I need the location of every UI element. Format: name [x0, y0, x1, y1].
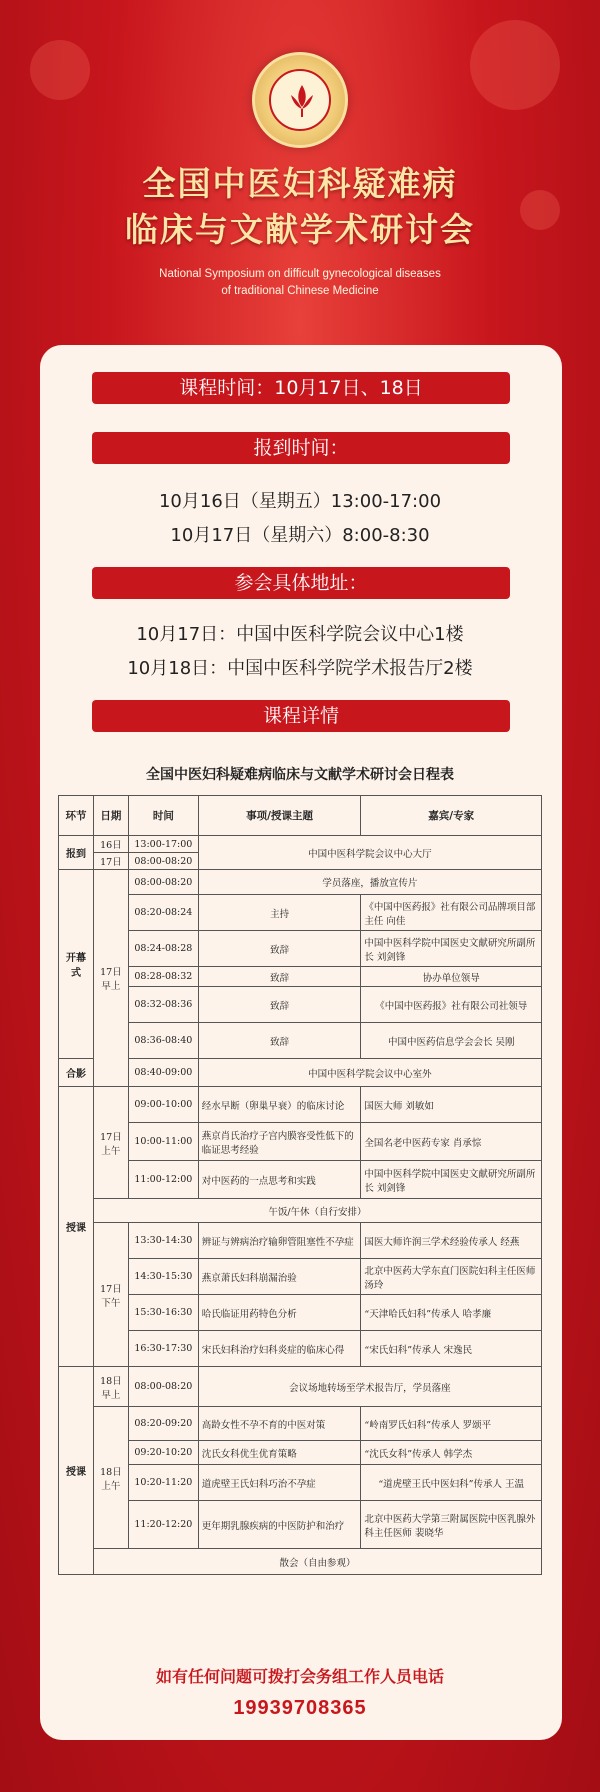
lunch-cell: 午饭/午休（自行安排） [93, 1199, 541, 1223]
time-cell: 08:24-08:28 [128, 931, 198, 967]
details-title-banner: 课程详情 [92, 700, 510, 732]
table-row [59, 1087, 542, 1123]
topic-cell: 致辞 [198, 967, 361, 987]
topic-cell: 高龄女性不孕不育的中医对策 [198, 1407, 361, 1441]
topic-cell: 道虎壁王氏妇科巧治不孕症 [198, 1465, 361, 1501]
time-cell: 08:00-08:20 [128, 1367, 198, 1407]
segment-label: 合影 [59, 1059, 94, 1087]
topic-cell: 辨证与辨病治疗输卵管阻塞性不孕症 [198, 1223, 361, 1259]
table-row [59, 1331, 542, 1367]
topic-cell: 哈氏临证用药特色分析 [198, 1295, 361, 1331]
guest-cell: 北京中医药大学东直门医院妇科主任医师 汤玲 [361, 1259, 542, 1295]
date-cell: 18日早上 [93, 1367, 128, 1407]
table-row [59, 1549, 542, 1575]
date-cell: 16日 [93, 836, 128, 853]
segment-label: 开幕式 [59, 870, 94, 1059]
topic-cell: 沈氏女科优生优育策略 [198, 1441, 361, 1465]
time-cell: 13:30-14:30 [128, 1223, 198, 1259]
date-cell: 17日下午 [93, 1223, 128, 1367]
guest-cell: 国医大师许润三学术经验传承人 经燕 [361, 1223, 542, 1259]
topic-cell: 致辞 [198, 931, 361, 967]
table-row [59, 1059, 542, 1087]
event-cell: 会议场地转场至学术报告厅，学员落座 [198, 1367, 541, 1407]
address-line-1: 10月17日：中国中医科学院会议中心1楼 [136, 624, 464, 645]
time-cell: 13:00-17:00 [128, 836, 198, 853]
time-cell: 08:00-08:20 [128, 870, 198, 895]
time-cell: 08:32-08:36 [128, 987, 198, 1023]
table-row [59, 1367, 542, 1407]
time-cell: 08:28-08:32 [128, 967, 198, 987]
page-title-line1: 全国中医妇科疑难病 [142, 164, 458, 203]
page-title-line2: 临床与文献学术研讨会 [125, 210, 475, 249]
guest-cell: 《中国中医药报》社有限公司社领导 [361, 987, 542, 1023]
bokeh-light [30, 40, 90, 100]
guest-cell: “宋氏妇科”传承人 宋逸民 [361, 1331, 542, 1367]
place-cell: 中国中医科学院会议中心室外 [198, 1059, 541, 1087]
topic-cell: 对中医药的一点思考和实践 [198, 1161, 361, 1199]
table-row [59, 1161, 542, 1199]
table-row [59, 895, 542, 931]
guest-cell: 《中国中医药报》社有限公司品牌项目部主任 向佳 [361, 895, 542, 931]
time-cell: 08:00-08:20 [128, 853, 198, 870]
time-cell: 14:30-15:30 [128, 1259, 198, 1295]
header-cell: 嘉宾/专家 [361, 796, 542, 836]
table-row [59, 1223, 542, 1259]
segment-label: 授课 [59, 1367, 94, 1575]
table-row [59, 870, 542, 895]
time-cell: 10:20-11:20 [128, 1465, 198, 1501]
guest-cell: “岭南罗氏妇科”传承人 罗颂平 [361, 1407, 542, 1441]
date-cell: 17日早上 [93, 870, 128, 1087]
header-cell: 环节 [59, 796, 94, 836]
table-row [59, 967, 542, 987]
symposium-logo-icon [252, 52, 348, 148]
english-subtitle-line2: of traditional Chinese Medicine [221, 285, 379, 297]
date-cell: 18日上午 [93, 1407, 128, 1549]
schedule-table [58, 795, 542, 1575]
contact-phone[interactable]: 19939708365 [233, 1697, 367, 1719]
topic-cell: 致辞 [198, 987, 361, 1023]
guest-cell: 协办单位领导 [361, 967, 542, 987]
time-cell: 08:20-08:24 [128, 895, 198, 931]
table-row [59, 1501, 542, 1549]
time-cell: 16:30-17:30 [128, 1331, 198, 1367]
lotus-icon [287, 81, 317, 119]
address-title-banner: 参会具体地址： [92, 567, 510, 599]
guest-cell: 中国中医科学院中国医史文献研究所副所长 刘剑锋 [361, 1161, 542, 1199]
guest-cell: 全国名老中医药专家 肖承悰 [361, 1123, 542, 1161]
checkin-line-1: 10月16日（星期五）13:00-17:00 [158, 491, 442, 512]
time-cell: 09:00-10:00 [128, 1087, 198, 1123]
table-row [59, 1407, 542, 1441]
table-row [59, 1259, 542, 1295]
topic-cell: 宋氏妇科治疗妇科炎症的临床心得 [198, 1331, 361, 1367]
segment-label: 授课 [59, 1087, 94, 1367]
event-cell: 学员落座，播放宣传片 [198, 870, 541, 895]
table-row [59, 1295, 542, 1331]
topic-cell: 致辞 [198, 1023, 361, 1059]
bokeh-light [470, 20, 560, 110]
topic-cell: 更年期乳腺疾病的中医防护和治疗 [198, 1501, 361, 1549]
checkin-title-banner: 报到时间： [92, 432, 510, 464]
end-cell: 散会（自由参观） [93, 1549, 541, 1575]
table-row [59, 1199, 542, 1223]
time-cell: 11:20-12:20 [128, 1501, 198, 1549]
guest-cell: “道虎壁王氏中医妇科”传承人 王温 [361, 1465, 542, 1501]
date-cell: 17日 [93, 853, 128, 870]
schedule-title: 全国中医妇科疑难病临床与文献学术研讨会日程表 [146, 767, 454, 783]
time-cell: 10:00-11:00 [128, 1123, 198, 1161]
guest-cell: “天津哈氏妇科”传承人 哈孝廉 [361, 1295, 542, 1331]
date-cell: 17日上午 [93, 1087, 128, 1199]
course-time-banner: 课程时间：10月17日、18日 [92, 372, 510, 404]
time-cell: 08:40-09:00 [128, 1059, 198, 1087]
time-cell: 15:30-16:30 [128, 1295, 198, 1331]
english-subtitle-line1: National Symposium on difficult gynecological diseases [159, 268, 441, 280]
table-row [59, 836, 542, 853]
time-cell: 08:36-08:40 [128, 1023, 198, 1059]
segment-label: 报到 [59, 836, 94, 870]
time-cell: 08:20-09:20 [128, 1407, 198, 1441]
guest-cell: 国医大师 刘敏如 [361, 1087, 542, 1123]
topic-cell: 主持 [198, 895, 361, 931]
checkin-line-2: 10月17日（星期六）8:00-8:30 [170, 525, 430, 546]
table-row [59, 931, 542, 967]
header-cell: 事项/授课主题 [198, 796, 361, 836]
table-header-row [59, 796, 542, 836]
table-row [59, 1441, 542, 1465]
table-row [59, 1023, 542, 1059]
table-row [59, 1123, 542, 1161]
guest-cell: “沈氏女科”传承人 韩学杰 [361, 1441, 542, 1465]
guest-cell: 北京中医药大学第三附属医院中医乳腺外科主任医师 裴晓华 [361, 1501, 542, 1549]
contact-text: 如有任何问题可拨打会务组工作人员电话 [155, 1667, 444, 1686]
table-row [59, 1465, 542, 1501]
header-cell: 时间 [128, 796, 198, 836]
guest-cell: 中国中医科学院中国医史文献研究所副所长 刘剑锋 [361, 931, 542, 967]
topic-cell: 燕京萧氏妇科崩漏治验 [198, 1259, 361, 1295]
address-line-2: 10月18日：中国中医科学院学术报告厅2楼 [127, 658, 473, 679]
time-cell: 09:20-10:20 [128, 1441, 198, 1465]
guest-cell: 中国中医药信息学会会长 吴刚 [361, 1023, 542, 1059]
table-row [59, 987, 542, 1023]
topic-cell: 经水早断（卵巢早衰）的临床讨论 [198, 1087, 361, 1123]
time-cell: 11:00-12:00 [128, 1161, 198, 1199]
header-cell: 日期 [93, 796, 128, 836]
topic-cell: 燕京肖氏治疗子宫内膜容受性低下的临证思考经验 [198, 1123, 361, 1161]
place-cell: 中国中医科学院会议中心大厅 [198, 836, 541, 870]
